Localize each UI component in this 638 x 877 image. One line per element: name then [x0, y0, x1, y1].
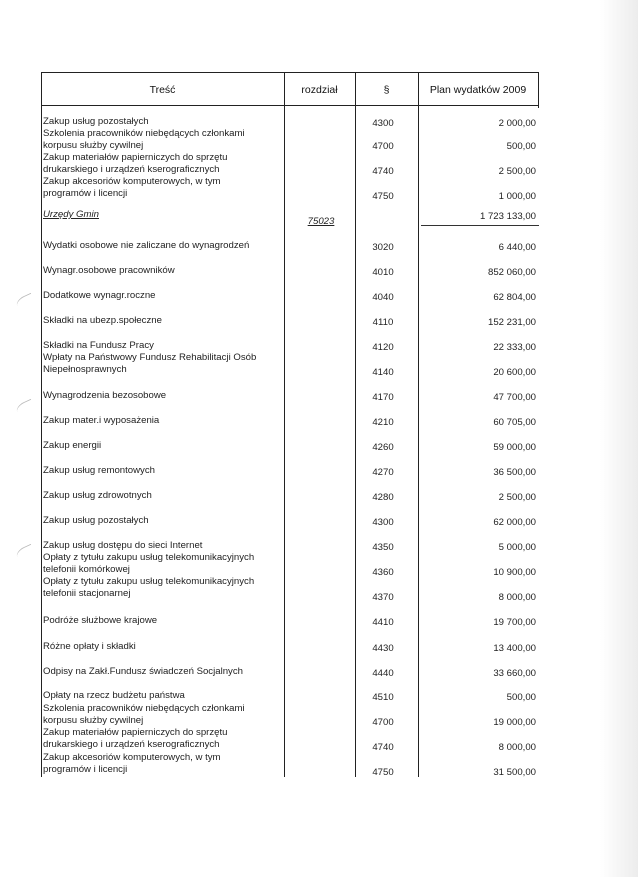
row-amount: 33 660,00 — [493, 668, 536, 679]
row-description-line: Urzędy Gmin — [43, 209, 99, 220]
row-description — [43, 240, 283, 252]
header-tresc: Treść — [149, 84, 176, 96]
header-paragraf: § — [383, 84, 390, 96]
row-description-line: Odpisy na Zakł.Fundusz świadczeń Socjalnych — [43, 666, 243, 677]
row-amount: 10 900,00 — [493, 567, 536, 578]
scan-edge-shadow — [600, 0, 638, 877]
row-description — [43, 290, 283, 302]
row-description — [43, 128, 283, 151]
row-amount: 5 000,00 — [498, 542, 536, 553]
row-description — [43, 727, 283, 750]
row-description-line: Zakup akcesoriów komputerowych, w tym — [43, 752, 221, 763]
row-description — [43, 415, 283, 427]
row-amount: 1 723 133,00 — [479, 211, 536, 222]
subtotal-rule — [421, 225, 539, 226]
row-amount: 852 060,00 — [487, 267, 536, 278]
row-description — [43, 666, 283, 678]
row-amount: 47 700,00 — [493, 392, 536, 403]
row-description-line: Wynagr.osobowe pracowników — [43, 265, 175, 276]
row-description-line: Wynagrodzenia bezosobowe — [43, 390, 167, 401]
row-paragraf: 4210 — [372, 417, 394, 428]
row-paragraf: 4510 — [372, 692, 394, 703]
row-amount: 19 700,00 — [493, 617, 536, 628]
row-description — [43, 440, 283, 452]
row-description — [43, 703, 283, 726]
row-paragraf: 4300 — [372, 118, 394, 129]
row-amount: 19 000,00 — [493, 717, 536, 728]
row-description-line: telefonii komórkowej — [43, 563, 130, 575]
row-description-line: Wpłaty na Państwowy Fundusz Rehabilitacji Osób — [43, 352, 257, 363]
row-paragraf: 4040 — [372, 292, 394, 303]
row-description-line: Szkolenia pracowników niebędących członkami — [43, 703, 245, 714]
row-amount: 2 500,00 — [498, 492, 536, 503]
header-rozdzial: rozdział — [301, 84, 338, 96]
row-description-line: programów i licencji — [43, 187, 128, 199]
row-amount: 152 231,00 — [487, 317, 536, 328]
row-description — [43, 265, 283, 277]
row-amount: 6 440,00 — [498, 242, 536, 253]
row-amount: 31 500,00 — [493, 767, 536, 778]
row-description — [43, 352, 283, 375]
row-description — [43, 176, 283, 199]
row-description — [43, 340, 283, 352]
row-description-line: Zakup usług dostępu do sieci Internet — [43, 540, 203, 551]
row-amount: 2 500,00 — [498, 166, 536, 177]
row-description-line: Dodatkowe wynagr.roczne — [43, 290, 156, 301]
col-border-left — [41, 72, 42, 777]
row-description — [43, 490, 283, 502]
row-description-line: Różne opłaty i składki — [43, 641, 136, 652]
row-description-line: Zakup energii — [43, 440, 102, 451]
row-paragraf: 4120 — [372, 342, 394, 353]
row-description — [43, 152, 283, 175]
row-description-line: Wydatki osobowe nie zaliczane do wynagrodzeń — [43, 240, 250, 251]
row-description-line: Opłaty z tytułu zakupu usług telekomunikacyjnych — [43, 552, 255, 563]
row-description-line: Zakup usług pozostałych — [43, 515, 149, 526]
row-amount: 13 400,00 — [493, 643, 536, 654]
row-paragraf: 4750 — [372, 191, 394, 202]
col-border-rozdzial — [355, 72, 356, 777]
row-amount: 500,00 — [506, 692, 536, 703]
row-description — [43, 690, 283, 702]
row-paragraf: 4280 — [372, 492, 394, 503]
row-description-line: Zakup akcesoriów komputerowych, w tym — [43, 176, 221, 187]
row-amount: 59 000,00 — [493, 442, 536, 453]
row-description — [43, 315, 283, 327]
row-amount: 62 804,00 — [493, 292, 536, 303]
row-description — [43, 209, 283, 221]
row-description — [43, 116, 283, 128]
row-paragraf: 4350 — [372, 542, 394, 553]
row-description — [43, 641, 283, 653]
row-paragraf: 4700 — [372, 717, 394, 728]
row-description-line: Podróże służbowe krajowe — [43, 615, 158, 626]
row-description-line: korpusu służby cywilnej — [43, 139, 144, 151]
row-paragraf: 4140 — [372, 367, 394, 378]
row-paragraf: 4410 — [372, 617, 394, 628]
row-description-line: Zakup materiałów papierniczych do sprzętu — [43, 152, 228, 163]
row-amount: 60 705,00 — [493, 417, 536, 428]
row-amount: 36 500,00 — [493, 467, 536, 478]
row-description-line: korpusu służby cywilnej — [43, 714, 144, 726]
row-paragraf: 4750 — [372, 767, 394, 778]
row-amount: 62 000,00 — [493, 517, 536, 528]
row-paragraf: 4110 — [372, 317, 394, 328]
row-description-line: drukarskiego i urządzeń kserograficznych — [43, 163, 220, 175]
row-paragraf: 4740 — [372, 166, 394, 177]
row-description-line: Opłaty na rzecz budżetu państwa — [43, 690, 185, 701]
row-description-line: Niepełnosprawnych — [43, 363, 127, 375]
col-border-paragraf — [418, 72, 419, 777]
row-description — [43, 465, 283, 477]
header-plan: Plan wydatków 2009 — [429, 84, 527, 96]
scan-mark — [15, 544, 36, 562]
row-amount: 1 000,00 — [498, 191, 536, 202]
row-description — [43, 515, 283, 527]
row-amount: 20 600,00 — [493, 367, 536, 378]
row-description-line: Zakup usług pozostałych — [43, 116, 149, 127]
col-border-tresc — [284, 72, 285, 777]
row-paragraf: 4700 — [372, 141, 394, 152]
row-description-line: telefonii stacjonarnej — [43, 587, 131, 599]
row-paragraf: 4360 — [372, 567, 394, 578]
row-description-line: Szkolenia pracowników niebędących członkami — [43, 128, 245, 139]
row-description-line: drukarskiego i urządzeń kserograficznych — [43, 738, 220, 750]
row-description-line: Opłaty z tytułu zakupu usług telekomunikacyjnych — [43, 576, 255, 587]
row-amount: 500,00 — [506, 141, 536, 152]
row-description — [43, 552, 283, 575]
row-paragraf: 3020 — [372, 242, 394, 253]
row-paragraf: 4300 — [372, 517, 394, 528]
row-amount: 8 000,00 — [498, 742, 536, 753]
row-description — [43, 615, 283, 627]
row-description — [43, 752, 283, 775]
col-border-right — [538, 72, 539, 108]
row-description-line: Składki na Fundusz Pracy — [43, 340, 154, 351]
scan-mark — [15, 293, 36, 311]
row-paragraf: 4010 — [372, 267, 394, 278]
row-description-line: Zakup materiałów papierniczych do sprzętu — [43, 727, 228, 738]
row-paragraf: 4430 — [372, 643, 394, 654]
row-rozdzial: 75023 — [307, 216, 335, 227]
row-paragraf: 4440 — [372, 668, 394, 679]
row-description-line: Składki na ubezp.społeczne — [43, 315, 162, 326]
row-amount: 8 000,00 — [498, 592, 536, 603]
row-description-line: Zakup usług zdrowotnych — [43, 490, 152, 501]
row-description-line: Zakup mater.i wyposażenia — [43, 415, 160, 426]
row-paragraf: 4740 — [372, 742, 394, 753]
row-description — [43, 576, 283, 599]
scan-mark — [15, 399, 36, 417]
table-top-border — [41, 72, 539, 73]
row-amount: 2 000,00 — [498, 118, 536, 129]
row-paragraf: 4270 — [372, 467, 394, 478]
row-description-line: programów i licencji — [43, 763, 128, 775]
row-description-line: Zakup usług remontowych — [43, 465, 155, 476]
row-paragraf: 4170 — [372, 392, 394, 403]
row-description — [43, 390, 283, 402]
header-bottom-border — [41, 105, 539, 106]
row-description — [43, 540, 283, 552]
row-amount: 22 333,00 — [493, 342, 536, 353]
row-paragraf: 4260 — [372, 442, 394, 453]
row-paragraf: 4370 — [372, 592, 394, 603]
